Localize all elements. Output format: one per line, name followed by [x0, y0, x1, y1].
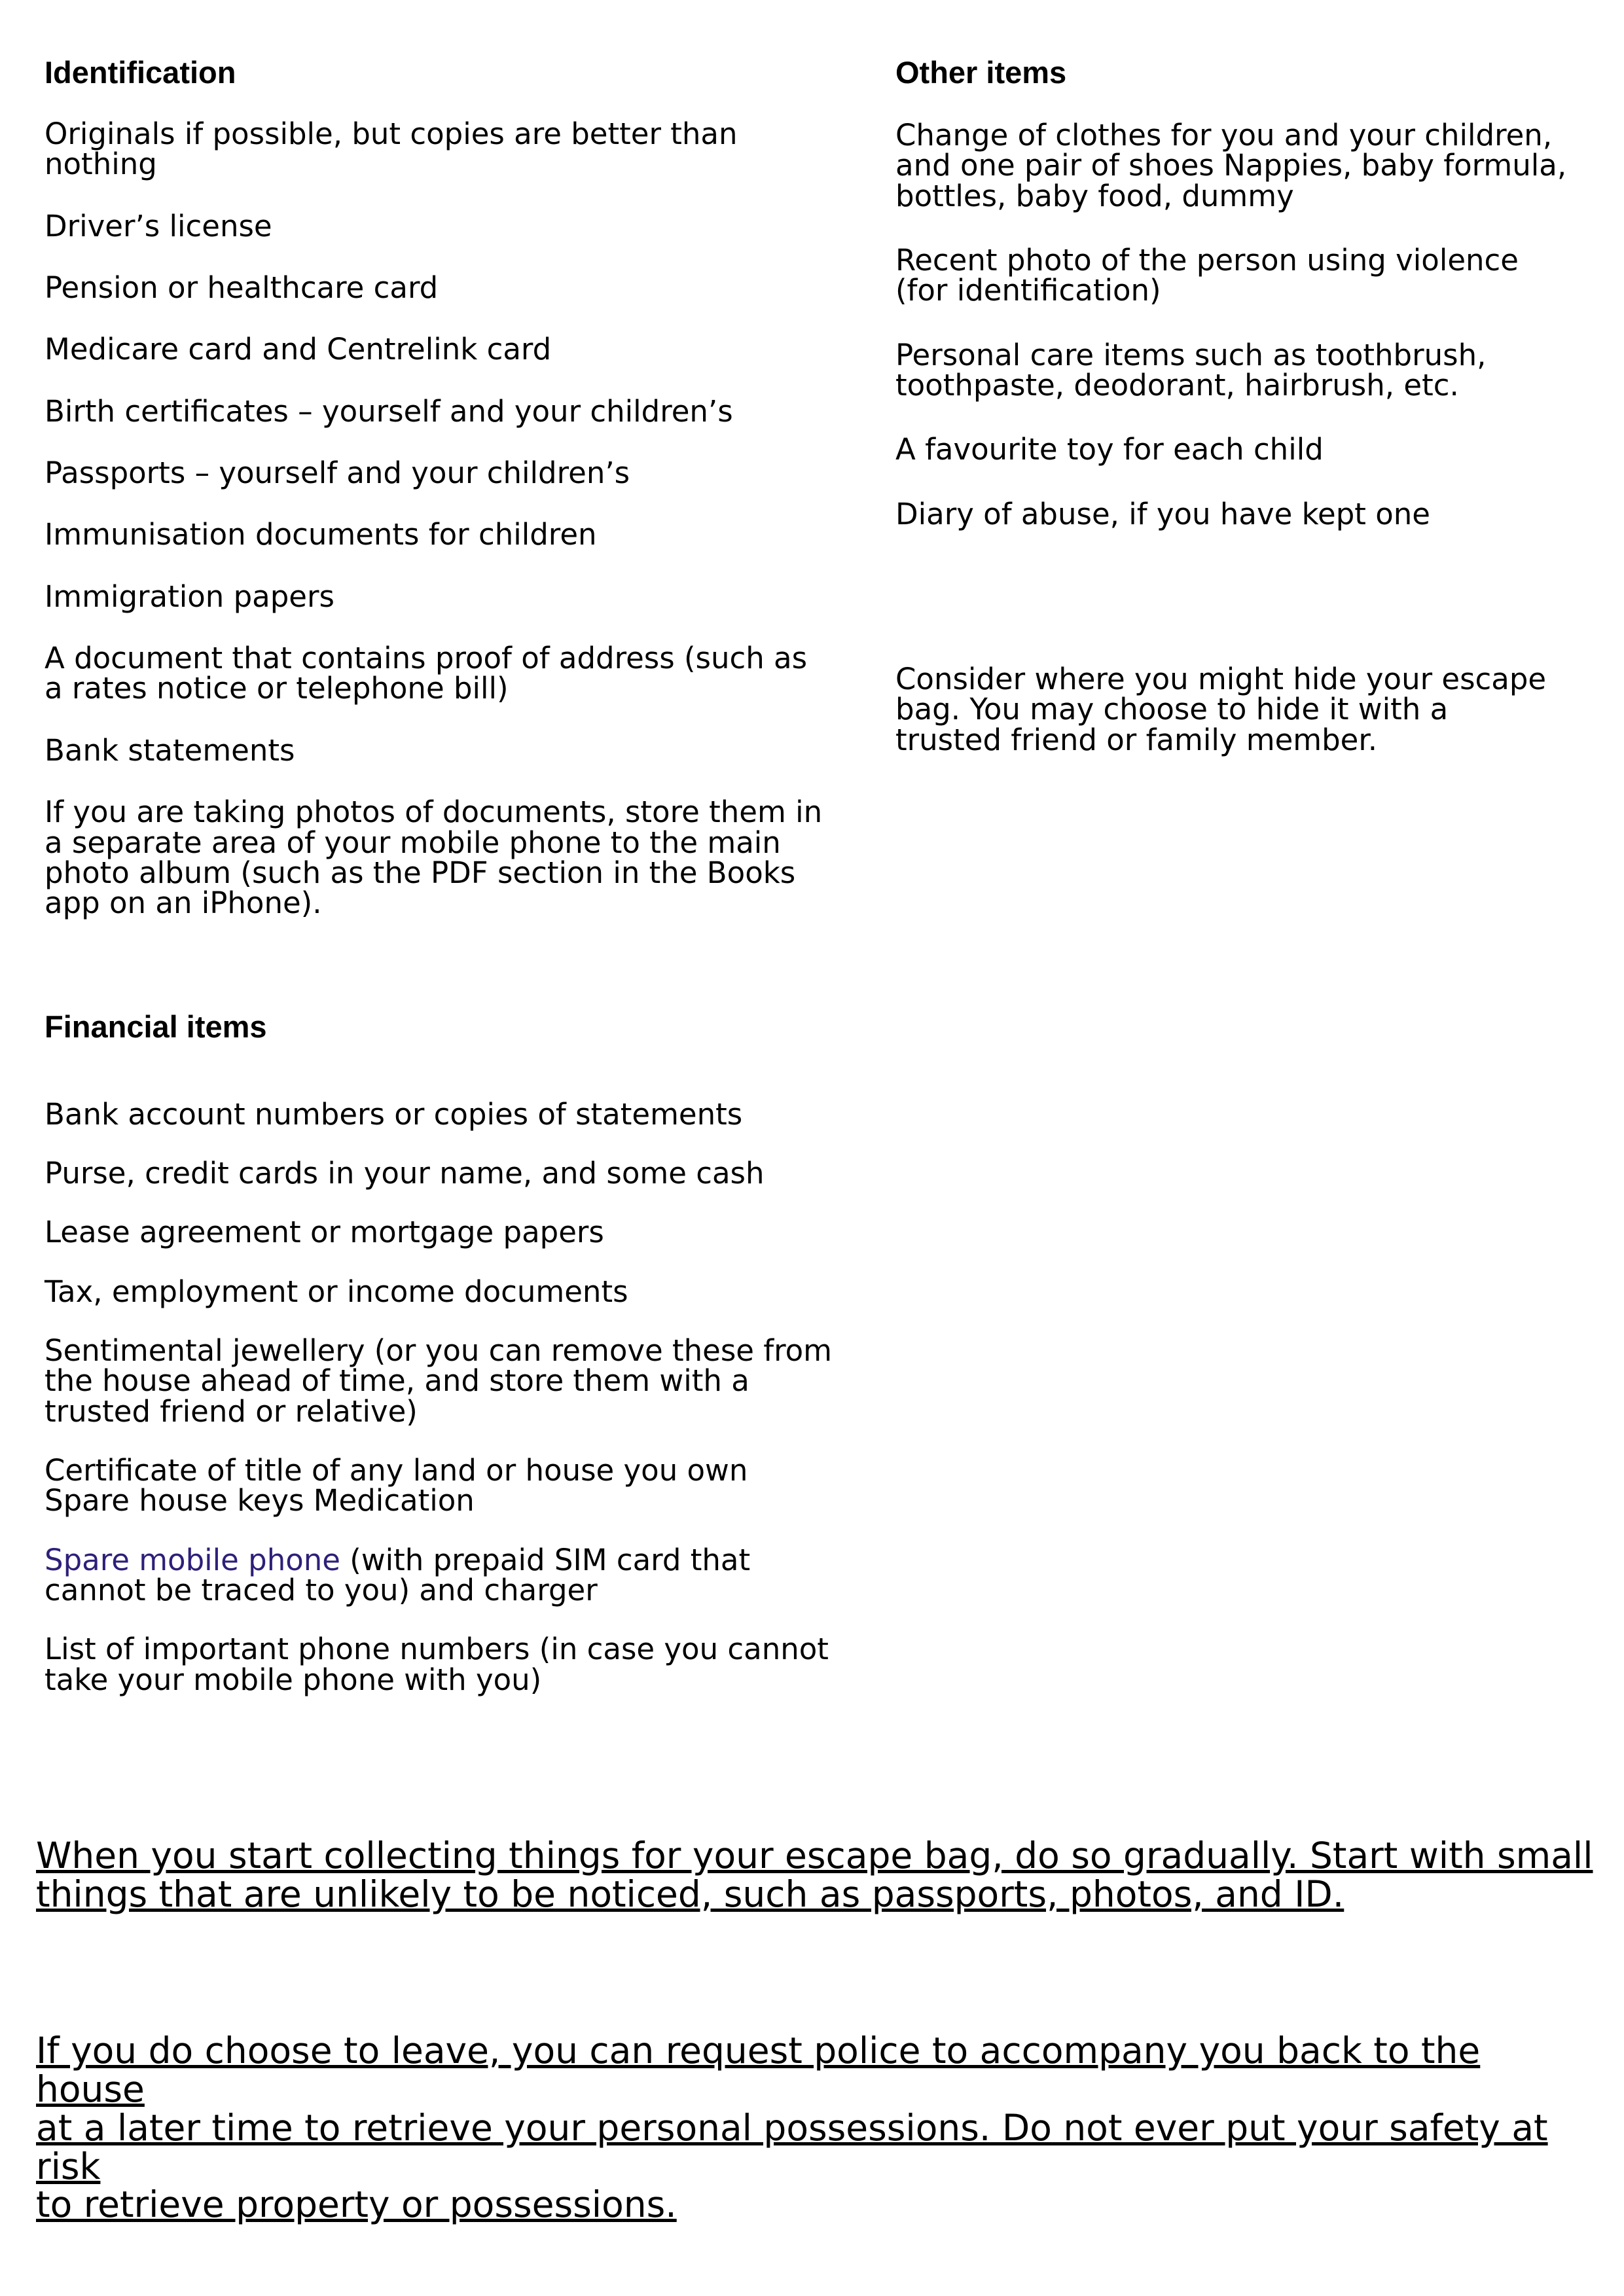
- list-item: Certificate of title of any land or house you own Spare house keys Medication: [45, 1453, 748, 1518]
- spare-phone-item-text: (with prepaid SIM card that cannot be traced to you) and charger: [45, 1542, 751, 1608]
- financial-items-list: [45, 1096, 843, 1697]
- list-item: Medicare card and Centrelink card: [45, 332, 552, 367]
- list-item: Recent photo of the person using violence (for identification): [895, 243, 1519, 308]
- list-item: Immigration papers: [45, 579, 334, 614]
- list-item: A favourite toy for each child: [895, 432, 1324, 467]
- list-item: Tax, employment or income documents: [45, 1274, 628, 1309]
- identification-heading: Identification: [45, 55, 236, 90]
- list-item: Originals if possible, but copies are better than nothing: [45, 117, 738, 182]
- police-escort-callout: If you do choose to leave, you can request police to accompany you back to the house at a later time to retrieve your personal possessions. Do not ever put your safety at risk to retrieve property or possessions.: [36, 2030, 1548, 2226]
- list-item: List of important phone numbers (in case you cannot take your mobile phone with you): [45, 1632, 829, 1697]
- spare-phone-item: [45, 1542, 843, 1608]
- list-item: Bank statements: [45, 732, 295, 768]
- escape-bag-hiding-note: Consider where you might hide your escape bag. You may choose to hide it with a trusted friend or family member.: [895, 662, 1547, 757]
- list-item: If you are taking photos of documents, store them in a separate area of your mobile phone to the main photo album (such as the PDF section in the Books app on an iPhone).: [45, 795, 823, 921]
- list-item: Change of clothes for you and your children, and one pair of shoes Nappies, baby formula, bottles, baby food, dummy: [895, 118, 1567, 213]
- list-item: Bank account numbers or copies of statements: [45, 1096, 743, 1132]
- list-item: Passports – yourself and your children’s: [45, 456, 630, 491]
- list-item: Personal care items such as toothbrush, toothpaste, deodorant, hairbrush, etc.: [895, 337, 1487, 403]
- list-item: Purse, credit cards in your name, and some cash: [45, 1155, 765, 1191]
- list-item: Sentimental jewellery (or you can remove these from the house ahead of time, and store them with a trusted friend or relative): [45, 1333, 833, 1429]
- list-item: Immunisation documents for children: [45, 517, 597, 552]
- other-items-list: [895, 120, 1589, 529]
- left-column: [45, 46, 843, 1695]
- list-item: Diary of abuse, if you have kept one: [895, 496, 1430, 531]
- financial-items-heading: Financial items: [45, 1009, 267, 1044]
- right-column: [895, 46, 1589, 755]
- spare-mobile-phone-link[interactable]: Spare mobile phone: [45, 1542, 340, 1577]
- other-items-heading: Other items: [895, 55, 1067, 90]
- list-item: A document that contains proof of address (such as a rates notice or telephone bill): [45, 641, 808, 706]
- list-item: Birth certificates – yourself and your children’s: [45, 393, 733, 429]
- list-item: Pension or healthcare card: [45, 270, 439, 306]
- list-item: Driver’s license: [45, 208, 272, 243]
- gradual-collection-callout: When you start collecting things for your escape bag, do so gradually. Start with small things that are unlikely to be noticed, such as passports, photos, and ID.: [36, 1835, 1593, 1915]
- identification-list: [45, 119, 843, 919]
- list-item: Lease agreement or mortgage papers: [45, 1215, 604, 1250]
